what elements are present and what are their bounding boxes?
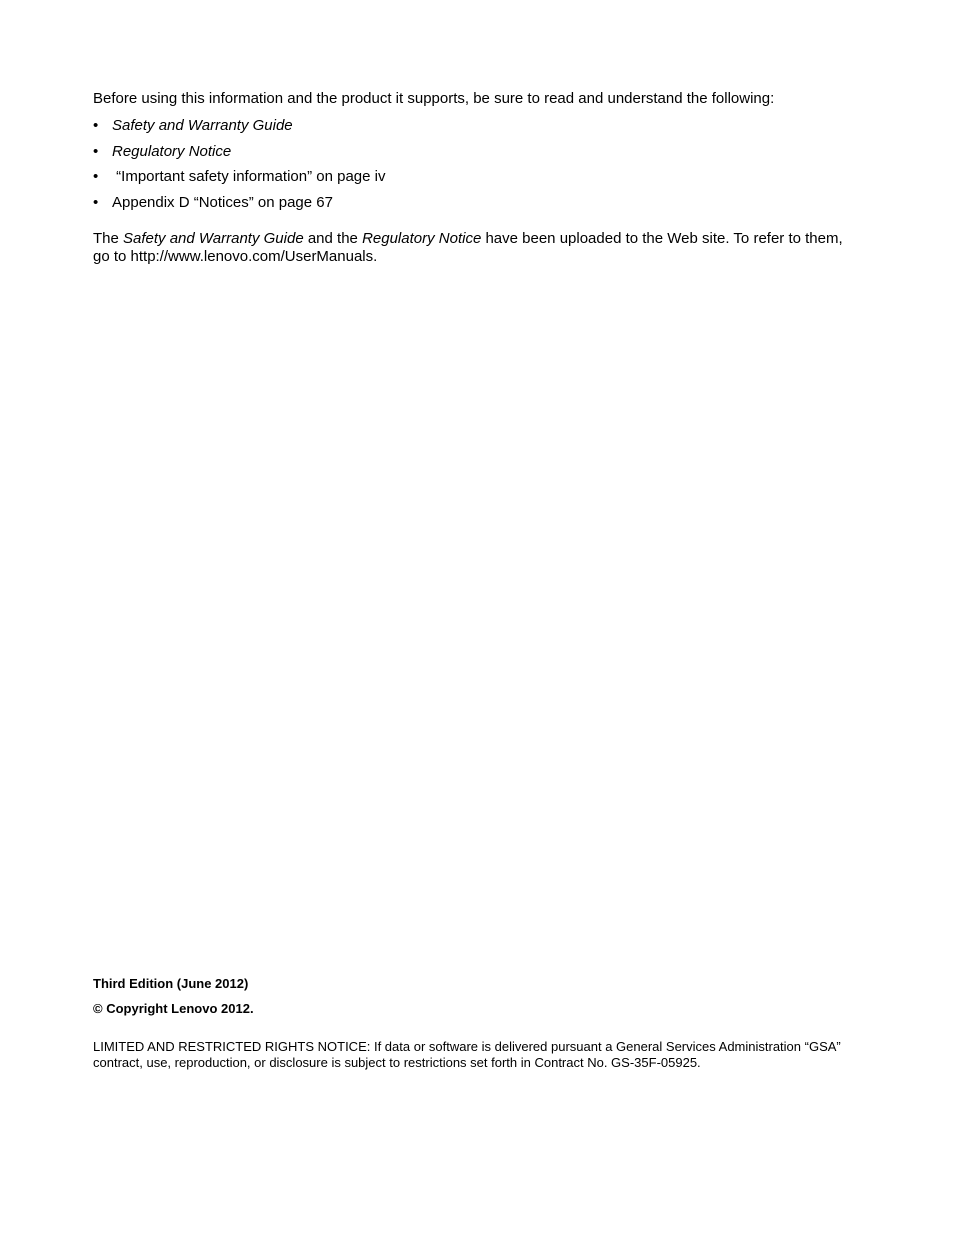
list-item: [93, 142, 385, 168]
list-item-text: Safety and Warranty Guide: [112, 117, 293, 134]
refer-text: and the: [303, 230, 363, 247]
bullet-icon: •: [93, 168, 99, 185]
bullet-icon: •: [93, 117, 99, 134]
notice-title: Regulatory Notice: [362, 230, 482, 247]
list-item-text: “Important safety information” on page iv: [112, 168, 386, 185]
bullet-icon: •: [93, 142, 99, 160]
guide-title: Safety and Warranty Guide: [123, 230, 304, 247]
refer-paragraph: [93, 230, 853, 266]
refer-text: The: [93, 230, 124, 247]
list-item: [93, 193, 385, 219]
required-reading-list: [93, 116, 385, 218]
list-item-text: Appendix D “Notices” on page 67: [112, 193, 333, 211]
list-item: [93, 167, 385, 193]
refer-text: have been uploaded to the Web site. To refer to them, go to http://www.lenovo.com/UserManuals.: [93, 230, 843, 265]
list-item-text: Regulatory Notice: [112, 142, 232, 160]
list-item: [93, 116, 385, 142]
copyright-line: © Copyright Lenovo 2012.: [93, 1001, 254, 1016]
intro-paragraph: Before using this information and the product it supports, be sure to read and understand the following:: [93, 90, 775, 107]
rights-notice: LIMITED AND RESTRICTED RIGHTS NOTICE: If data or software is delivered pursuant a General Services Administration “GSA” contract, use, reproduction, or disclosure is subject to restrictions set forth in Contract No. GS-35F-05925.: [93, 1039, 841, 1070]
edition-line: Third Edition (June 2012): [93, 976, 249, 991]
bullet-icon: •: [93, 193, 99, 211]
